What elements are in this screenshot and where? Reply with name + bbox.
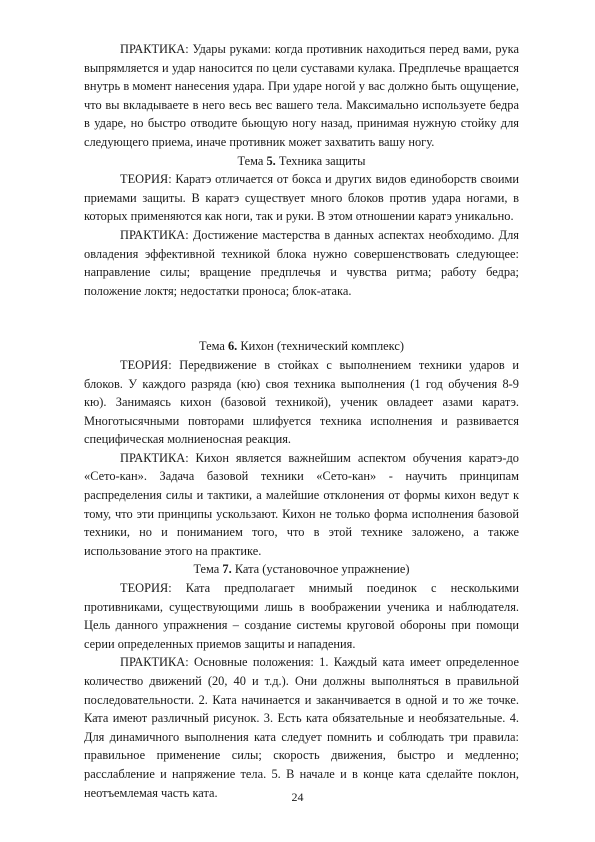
heading-title: Техника защиты	[278, 153, 366, 168]
section-spacer	[84, 300, 519, 337]
paragraph-theory-defense: ТЕОРИЯ: Каратэ отличается от бокса и других видов единоборств своими приемами защиты. В каратэ существует много блоков против удара ногами, в которых применяются как ноги, так и руки. В этом отношении каратэ уникально.	[84, 172, 519, 224]
heading-title: Кихон (технический комплекс)	[240, 339, 404, 354]
heading-number: 5.	[266, 153, 276, 168]
heading-prefix: Тема	[193, 562, 220, 577]
heading-number: 7.	[222, 562, 232, 577]
heading-topic-5	[84, 152, 519, 171]
paragraph-practice-kihon: ПРАКТИКА: Кихон является важнейшим аспектом обучения каратэ-до «Сето-кан». Задача базовой техники «Сето-кан» - научить принципам распределения силы и тактики, а малейшие отклонения от формы кихон ведут к тому, что эти принципы ускользают. Кихон не только форма исполнения базовой техники, но и пониманием того, что в этой технике заложено, а также использование этого на практике.	[84, 450, 519, 558]
paragraph-practice-defense: ПРАКТИКА: Достижение мастерства в данных аспектах необходимо. Для овладения эффективной техникой блока нужно совершенствовать следующее: направление силы; вращение предплечья и чувства ритма; работу бедра; положение локтя; недостатки проноса; блок-атака.	[84, 227, 519, 298]
paragraph-practice-kata: ПРАКТИКА: Основные положения: 1. Каждый ката имеет определенное количество движений (20, 40 и т.д.). Они должны выполняться в правильной последовательности. 2. Ката начинается и заканчивается в одной и то же точке. Ката имеют различный рисунок. 3. Есть ката обязательные и необязательные. 4. Для динамичного выполнения ката следует помнить и соблюдать три правила: правильное применение силы; скорость движения, быстро и медленно; расслабление и напряжение тела. 5. В начале и в конце ката сделайте поклон, неотъемлемая часть ката.	[84, 655, 519, 800]
paragraph-theory-kihon: ТЕОРИЯ: Передвижение в стойках с выполнением техники ударов и блоков. У каждого разряда (кю) своя техника выполнения (1 год обучения 8-9 кю). Занимаясь кихон (базовой техникой), ученик овладеет азами каратэ. Многотысячными повторами шлифуется техника исполнения и развивается специфическая молниеносная реакция.	[84, 357, 519, 447]
paragraph-theory-kata: ТЕОРИЯ: Ката предполагает мнимый поединок с несколькими противниками, существующими лишь в воображении ученика и наблюдателя. Цель данного упражнения – создание системы круговой обороны при помощи серии определенных приемов защиты и нападения.	[84, 581, 519, 651]
page-number: 24	[291, 790, 304, 804]
heading-topic-7	[84, 560, 519, 579]
heading-number: 6.	[227, 339, 238, 354]
heading-prefix: Тема	[198, 339, 225, 354]
heading-prefix: Тема	[237, 153, 264, 168]
heading-title: Ката (установочное упражнение)	[234, 562, 410, 577]
paragraph-practice-strikes: ПРАКТИКА: Удары руками: когда противник находиться перед вами, рука выпрямляется и удар наносится по цели суставами кулака. Предплечье вращается внутрь в момент нанесения удара. При ударе ногой у вас должно быть ощущение, что вы вкладываете в него весь вес вашего тела. Максимально используете бедра в ударе, но быстро отводите бьющую ногу назад, принимая нужную стойку для следующего приема, иначе противник может захватить вашу ногу.	[84, 42, 519, 149]
heading-topic-6	[84, 337, 519, 356]
page-body	[84, 40, 519, 802]
